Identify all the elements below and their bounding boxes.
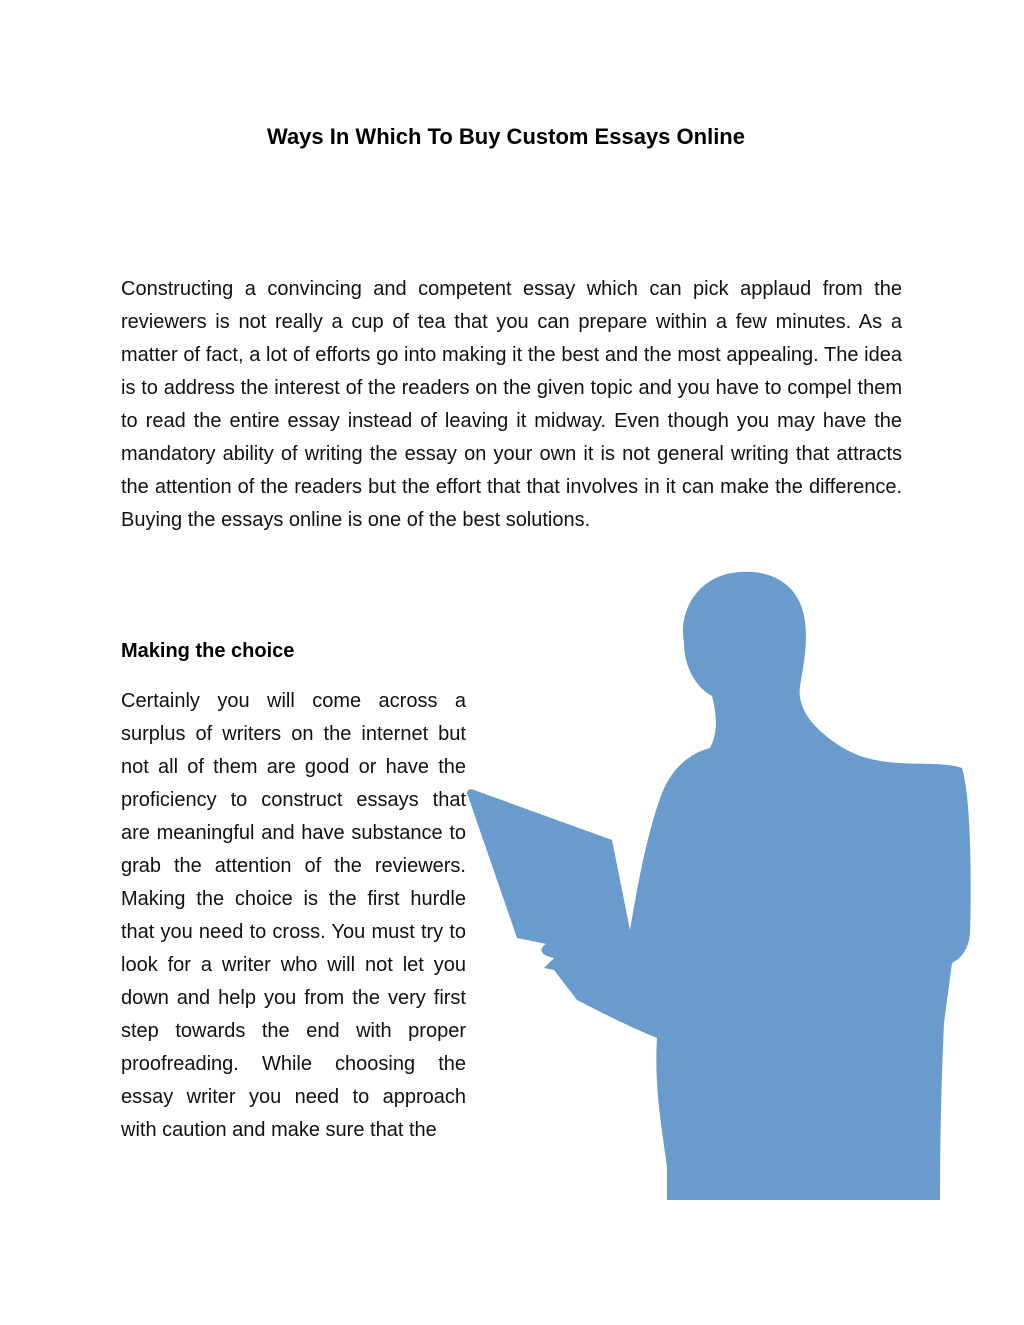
silhouette-shape <box>467 572 971 1200</box>
intro-paragraph: Constructing a convincing and competent essay which can pick applaud from the reviewers is not really a cup of tea that you can prepare within a few minutes. As a matter of fact, a lot of efforts go into making it the best and the most appealing. The idea is to address the interest of the readers on the given topic and you have to compel them to read the entire essay instead of leaving it midway. Even though you may have the mandatory ability of writing the essay on your own it is not general writing that attracts the attention of the readers but the effort that that involves in it can make the difference. Buying the essays online is one of the best solutions. <box>121 278 902 531</box>
document-title: Ways In Which To Buy Custom Essays Online <box>267 124 745 149</box>
section-heading: Making the choice <box>121 640 295 662</box>
man-with-laptop-silhouette-icon <box>462 568 974 1208</box>
section-body-paragraph: Certainly you will come across a surplus of writers on the internet but not all of them are good or have the proficiency to construct essays that are meaningful and have substance to grab the attention of the reviewers. Making the choice is the first hurdle that you need to cross. You must try to look for a writer who will not let you down and help you from the very first step towards the end with proper proofreading. While choosing the essay writer you need to approach with caution and make sure that the <box>121 690 466 1141</box>
